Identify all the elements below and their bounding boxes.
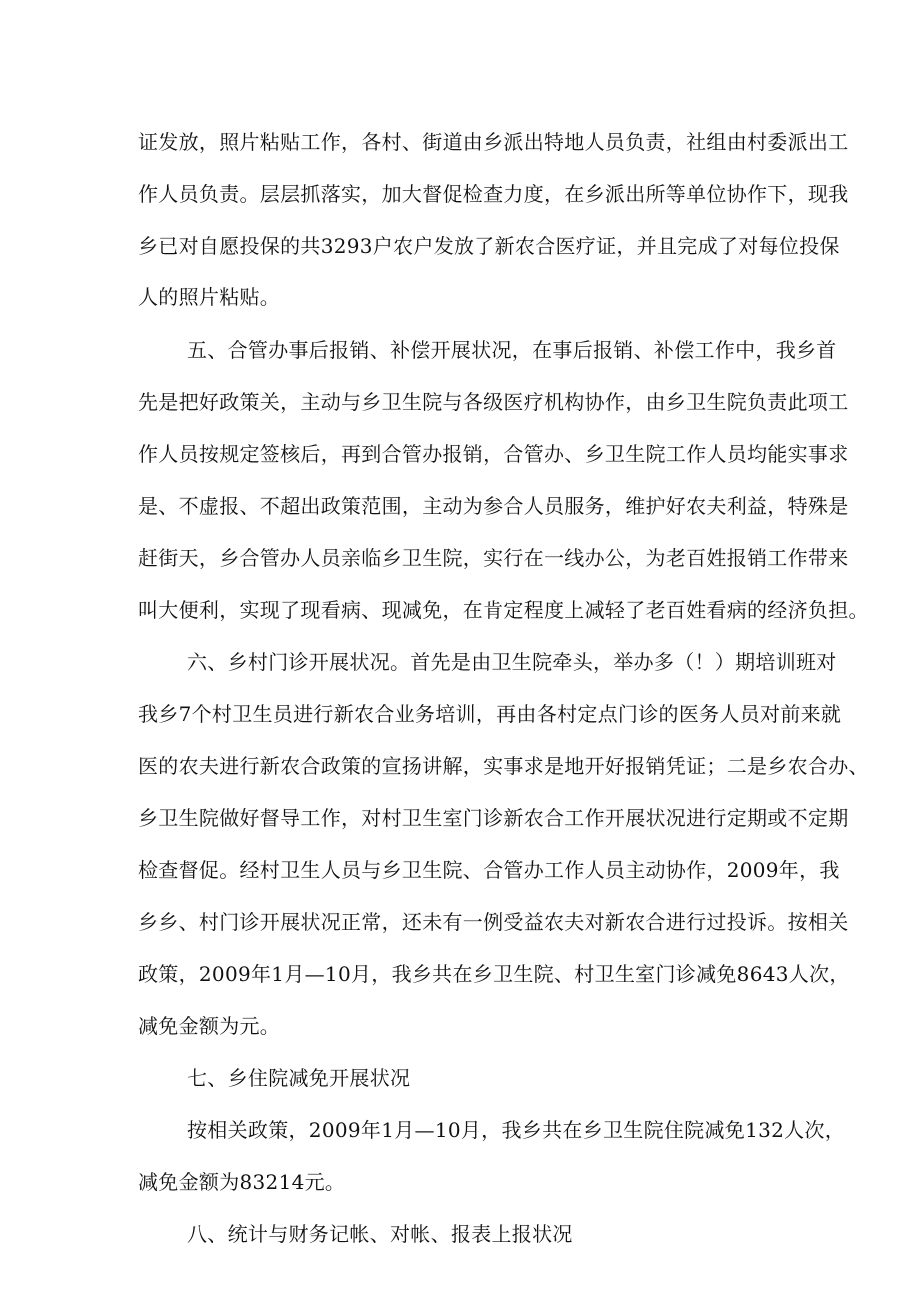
text-line: 按相关政策，2009年1月—10月，我乡共在乡卫生院住院减免132人次， — [187, 1118, 846, 1142]
text-line: 叫大便利，实现了现看病、现减免，在肯定程度上减轻了老百姓看病的经济负担。 — [138, 598, 869, 622]
section-5-heading-line: 五、合管办事后报销、补偿开展状况，在事后报销、补偿工作中，我乡首 — [187, 338, 837, 362]
text-line: 乡乡、村门诊开展状况正常，还未有一例受益农夫对新农合进行过投诉。按相关 — [138, 910, 849, 934]
text-line: 减免金额为元。 — [138, 1014, 281, 1038]
text-line: 人的照片粘贴。 — [138, 285, 281, 309]
text-line: 乡已对自愿投保的共3293户农户发放了新农合医疗证，并且完成了对每位投保 — [138, 234, 840, 258]
text-line: 政策，2009年1月—10月，我乡共在乡卫生院、村卫生室门诊减免8643人次， — [138, 962, 850, 986]
section-8-heading: 八、统计与财务记帐、对帐、报表上报状况 — [187, 1222, 573, 1246]
text-line: 我乡7个村卫生员进行新农合业务培训，再由各村定点门诊的医务人员对前来就 — [138, 702, 842, 726]
section-7-heading: 七、乡住院减免开展状况 — [187, 1066, 411, 1090]
text-line: 是、不虚报、不超出政策范围，主动为参合人员服务，维护好农夫利益，特殊是 — [138, 494, 849, 518]
text-line: 减免金额为83214元。 — [138, 1170, 346, 1194]
text-line: 先是把好政策关，主动与乡卫生院与各级医疗机构协作，由乡卫生院负责此项工 — [138, 390, 849, 414]
text-line: 检查督促。经村卫生人员与乡卫生院、合管办工作人员主动协作，2009年，我 — [138, 858, 840, 882]
text-line: 赶街天，乡合管办人员亲临乡卫生院，实行在一线办公，为老百姓报销工作带来 — [138, 546, 849, 570]
text-line: 作人员按规定签核后，再到合管办报销，合管办、乡卫生院工作人员均能实事求 — [138, 442, 849, 466]
text-line: 作人员负责。层层抓落实，加大督促检查力度，在乡派出所等单位协作下，现我 — [138, 182, 849, 206]
section-6-heading-line: 六、乡村门诊开展状况。首先是由卫生院牵头，举办多（！）期培训班对 — [187, 650, 837, 674]
text-line: 证发放，照片粘贴工作，各村、街道由乡派出特地人员负责，社组由村委派出工 — [138, 130, 849, 154]
text-line: 乡卫生院做好督导工作，对村卫生室门诊新农合工作开展状况进行定期或不定期 — [138, 806, 849, 830]
text-line: 医的农夫进行新农合政策的宣扬讲解，实事求是地开好报销凭证；二是乡农合办、 — [138, 754, 869, 778]
